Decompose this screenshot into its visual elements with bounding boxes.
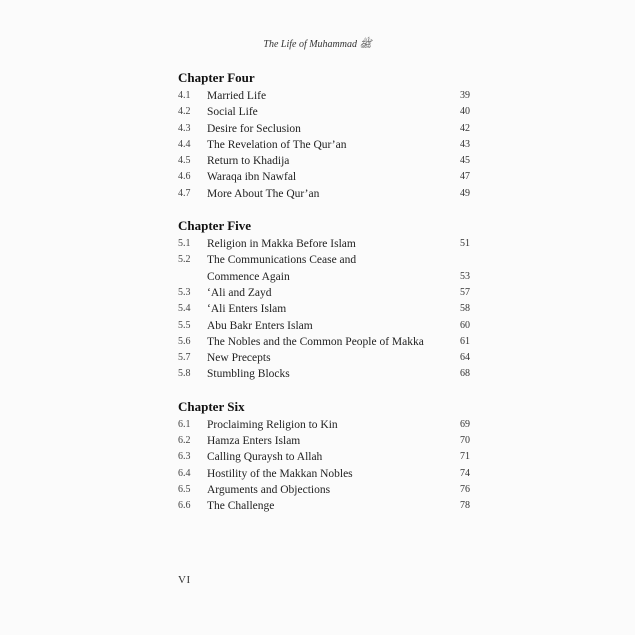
- entry-title: Calling Quraysh to Allah: [207, 451, 323, 464]
- entry-number: 6.3: [178, 451, 191, 463]
- entry-number: 6.2: [178, 435, 191, 447]
- chapter-title: Chapter Five: [178, 218, 252, 234]
- entry-title: Hamza Enters Islam: [207, 435, 301, 448]
- toc-entry: [178, 269, 470, 285]
- entry-number: 4.3: [178, 122, 191, 134]
- entry-title: ‘Ali Enters Islam: [207, 303, 287, 316]
- entry-page-number: 64: [460, 352, 470, 364]
- entry-number: 4.4: [178, 138, 191, 150]
- toc-entry: [178, 350, 470, 366]
- entry-title: Stumbling Blocks: [207, 368, 290, 381]
- toc-entry: [178, 104, 470, 120]
- entry-title: Desire for Seclusion: [207, 122, 301, 135]
- toc-entry: [178, 236, 470, 252]
- entry-title: The Revelation of The Qur’an: [207, 138, 347, 151]
- entry-title: Return to Khadija: [207, 155, 290, 168]
- entry-number: 6.4: [178, 467, 191, 479]
- chapter-title: Chapter Six: [178, 398, 245, 414]
- toc-entry: [178, 318, 470, 334]
- toc-entry: [178, 334, 470, 350]
- entry-page-number: 40: [460, 106, 470, 118]
- entry-page-number: 78: [460, 500, 470, 512]
- entry-number: 4.2: [178, 106, 191, 118]
- chapter-title: Chapter Four: [178, 70, 255, 85]
- toc-entry: [178, 88, 470, 104]
- entry-number: 5.4: [178, 303, 191, 315]
- entry-page-number: 51: [460, 238, 470, 250]
- entry-page-number: 74: [460, 467, 470, 479]
- entry-title: More About The Qur’an: [207, 187, 320, 200]
- toc-entry: [178, 252, 470, 268]
- entry-number: 5.8: [178, 368, 191, 380]
- toc-entry: [178, 466, 470, 482]
- toc-entry: [178, 137, 470, 153]
- entry-title: Abu Bakr Enters Islam: [207, 319, 313, 332]
- toc-entry: [178, 169, 470, 185]
- chapter-section: [178, 218, 470, 383]
- entry-number: 6.1: [178, 418, 191, 430]
- toc-entry: [178, 186, 470, 202]
- entry-title: ‘Ali and Zayd: [207, 286, 272, 299]
- entry-page-number: 68: [460, 368, 470, 380]
- entry-number: 4.6: [178, 171, 191, 183]
- page-folio: VI: [178, 574, 191, 586]
- entry-title: The Nobles and the Common People of Makka: [207, 335, 424, 348]
- entry-page-number: 71: [460, 451, 470, 463]
- entry-title: Waraqa ibn Nawfal: [207, 171, 297, 184]
- entry-title: Religion in Makka Before Islam: [207, 238, 356, 251]
- entry-title: Social Life: [207, 106, 258, 119]
- entry-page-number: 69: [460, 418, 470, 430]
- entry-page-number: 60: [460, 319, 470, 331]
- toc-entry: [178, 153, 470, 169]
- toc-entry: [178, 121, 470, 137]
- chapter-section: [178, 70, 470, 202]
- toc-entry: [178, 417, 470, 433]
- entry-number: 4.7: [178, 187, 191, 199]
- entry-page-number: 42: [460, 122, 470, 134]
- entry-page-number: 76: [460, 483, 470, 495]
- entry-page-number: 45: [460, 155, 470, 167]
- entry-page-number: 57: [460, 286, 470, 298]
- entry-page-number: 39: [460, 90, 470, 101]
- entry-page-number: 53: [460, 270, 470, 282]
- entry-title: New Precepts: [207, 352, 271, 365]
- entry-number: 5.2: [178, 254, 191, 266]
- table-of-contents: [178, 70, 470, 531]
- entry-page-number: 70: [460, 435, 470, 447]
- entry-number: 4.5: [178, 155, 191, 167]
- entry-page-number: 58: [460, 303, 470, 315]
- toc-entry: [178, 301, 470, 317]
- entry-number: 5.1: [178, 238, 191, 250]
- entry-page-number: 61: [460, 335, 470, 347]
- running-head: The Life of Muhammad ﷺ: [263, 39, 372, 50]
- entry-number: 6.5: [178, 483, 191, 495]
- entry-title: The Communications Cease and: [207, 254, 357, 267]
- entry-title: Hostility of the Makkan Nobles: [207, 467, 353, 480]
- toc-entry: [178, 482, 470, 498]
- toc-entry: [178, 449, 470, 465]
- toc-entry: [178, 433, 470, 449]
- entry-title: Married Life: [207, 90, 267, 102]
- entry-number: 5.5: [178, 319, 191, 331]
- chapter-section: [178, 399, 470, 515]
- entry-number: 4.1: [178, 90, 191, 101]
- entry-page-number: 49: [460, 187, 470, 199]
- toc-entry: [178, 285, 470, 301]
- entry-number: 5.6: [178, 335, 191, 347]
- entry-number: 5.3: [178, 286, 191, 298]
- entry-title: Proclaiming Religion to Kin: [207, 418, 338, 431]
- entry-page-number: 43: [460, 138, 470, 150]
- toc-entry: [178, 498, 470, 514]
- entry-title: Arguments and Objections: [207, 483, 331, 496]
- entry-number: 6.6: [178, 500, 191, 512]
- entry-page-number: 47: [460, 171, 470, 183]
- entry-title: The Challenge: [207, 500, 275, 513]
- toc-entry: [178, 366, 470, 382]
- entry-number: 5.7: [178, 352, 191, 364]
- entry-title: Commence Again: [207, 270, 290, 283]
